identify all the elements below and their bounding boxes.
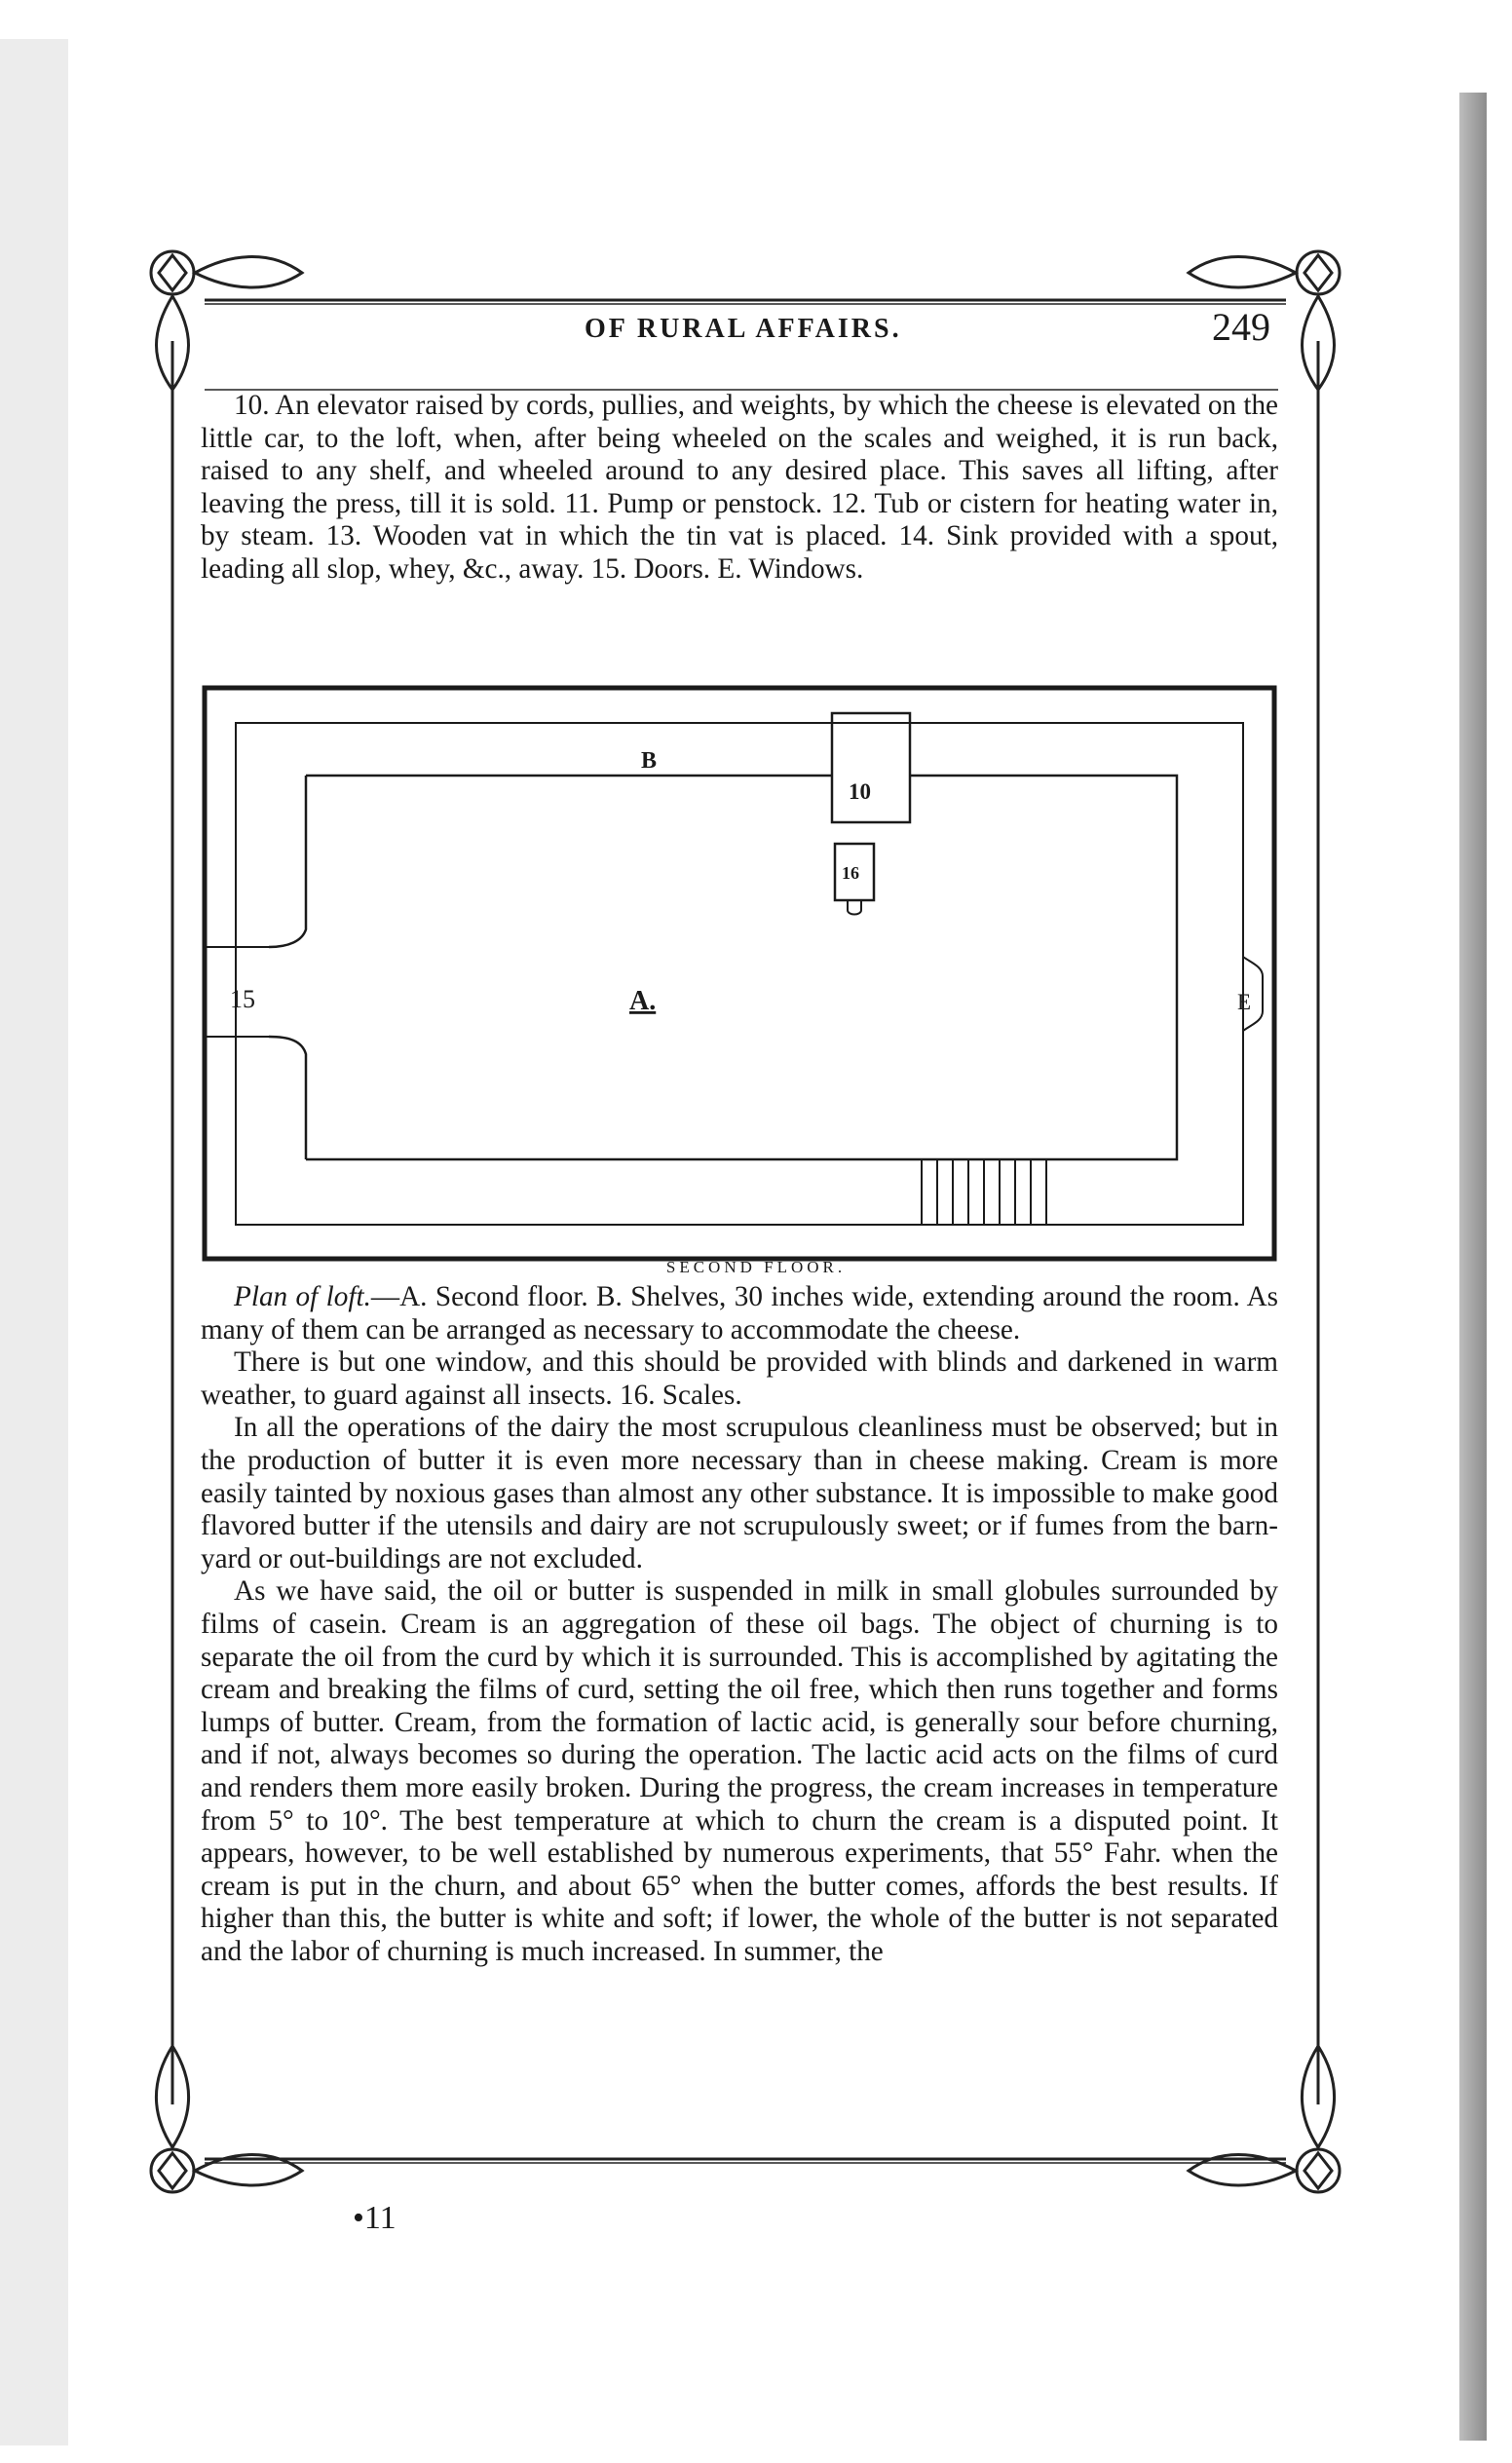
label-elevator-10: 10	[849, 779, 871, 804]
facing-page-edge	[0, 39, 71, 2445]
plan-of-loft-heading: Plan of loft.	[234, 1281, 371, 1312]
label-window-e: E	[1237, 990, 1252, 1014]
paragraph-window: There is but one window, and this should be provided with blinds and darkened in warm weather, to guard against all insects. 16. Scales.	[201, 1346, 1278, 1411]
label-floor-a: A.	[629, 986, 657, 1016]
page-number: 249	[1212, 305, 1270, 349]
paragraph-plan-of-loft	[201, 1281, 1278, 1346]
paragraph-cleanliness: In all the operations of the dairy the most scrupulous cleanliness must be observed; but in the production of butter it is even more necessary than in cheese making. Cream is more easily tainted by noxious gases than almost any other substance. It is impossible to make good flavored butter if the utensils and dairy are not scrupulously sweet; or if fumes from the barn-yard or out-buildings are not excluded.	[201, 1412, 1278, 1574]
signature-mark: •11	[353, 2200, 397, 2236]
plan-room-wall	[306, 776, 1177, 1159]
paragraph-churning: As we have said, the oil or butter is suspended in milk in small globules surrounded by films of casein. Cream is an aggregation of these oil bags. The object of churning is to separate the oil from the curd by which it is surrounded. This is accomplished by agitating the cream and breaking the films of curd, setting the oil free, which then runs together and forms lumps of butter. Cream, from the formation of lactic acid, is generally sour before churning, and if not, always becomes so during the operation. The lactic acid acts on the films of curd and renders them more easily broken. During the progress, the cream increases in temperature from 5° to 10°. The best temperature at which to churn the cream is a disputed point. It appears, however, to be well established by numerous experiments, that 55° Fahr. when the cream is put in the churn, and about 65° when the butter comes, affords the best results. If higher than this, the butter is white and soft; if lower, the whole of the butter is not separated and the labor of churning is much increased. In summer, the	[201, 1575, 1278, 1967]
label-doors-15: 15	[230, 985, 255, 1013]
label-scales-16: 16	[842, 863, 859, 883]
plan-shelf-line	[236, 723, 1243, 1225]
text-block-top	[201, 390, 1278, 587]
label-shelves-b: B	[641, 748, 658, 774]
elevator-shaft	[832, 713, 910, 822]
plan-of-loft-text: —A. Second floor. B. Shelves, 30 inches wide, extending around the room. As many of them can be arranged as necessary to accommodate the cheese.	[201, 1281, 1279, 1345]
paragraph-elevator-legend: 10. An elevator raised by cords, pullies, and weights, by which the cheese is elevated on the little car, to the loft, when, after being wheeled on the scales and weighed, it is run back, raised to any shelf, and wheeled around to any desired place. This saves all lifting, after leaving the press, till it is sold. 11. Pump or penstock. 12. Tub or cistern for heating water in, by steam. 13. Wooden vat in which the tin vat is placed. 14. Sink provided with a spout, leading all slop, whey, &c., away. 15. Doors. E. Windows.	[201, 390, 1278, 585]
plan-outer-frame	[205, 688, 1274, 1259]
figure-caption: SECOND FLOOR.	[665, 1258, 847, 1276]
text-block-bottom	[201, 1281, 1278, 1968]
floor-plan-second-floor	[201, 684, 1278, 1263]
stairway	[922, 1159, 1046, 1225]
running-head: OF RURAL AFFAIRS.	[585, 314, 902, 344]
